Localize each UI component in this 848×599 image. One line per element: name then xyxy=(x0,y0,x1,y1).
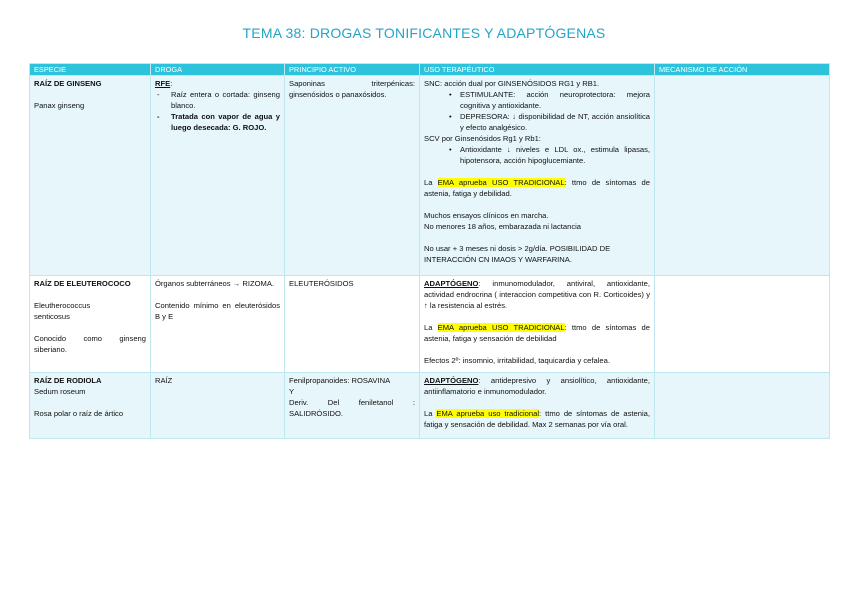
droga-text-2: Contenido mínimo en eleuterósidos B y E xyxy=(155,301,280,321)
cell-principio xyxy=(285,373,420,439)
cell-mecanismo xyxy=(655,276,830,373)
cell-mecanismo xyxy=(655,373,830,439)
droga-label: RFE xyxy=(155,79,171,88)
snc-text: SNC: acción dual por GINSENÓSIDOS RG1 y RB1. xyxy=(424,79,600,88)
list-item: • Antioxidante ↓ niveles e LDL ox., estimula lipasas, hipotensora, acción hipoglucemiante. xyxy=(424,144,650,166)
list-item: - Tratada con vapor de agua y luego desecada: G. ROJO. xyxy=(155,111,280,133)
cell-principio xyxy=(285,76,420,276)
no-usar-text: No usar + 3 meses ni dosis > 2g/día. POSIBILIDAD DE INTERACCIÓN CN IMAOS Y WARFARINA. xyxy=(424,244,611,264)
cell-mecanismo xyxy=(655,76,830,276)
table-row-rodiola xyxy=(30,373,830,439)
principio-text: ELEUTERÓSIDOS xyxy=(289,279,354,288)
species-name: RAÍZ DE RODIOLA xyxy=(34,376,102,385)
list-item: - Raíz entera o cortada: ginseng blanco. xyxy=(155,89,280,111)
droga-colon: : xyxy=(170,79,173,88)
ema-text xyxy=(424,177,650,199)
species-name: RAÍZ DE ELEUTEROCOCO xyxy=(34,279,131,288)
ema-prefix: La xyxy=(424,323,438,332)
cell-uso xyxy=(420,76,655,276)
ema-suffix: : ttmo de síntomas de astenia, fatiga y debilidad. xyxy=(424,178,650,198)
cell-uso xyxy=(420,373,655,439)
table-row-ginseng xyxy=(30,76,830,276)
drug-table xyxy=(29,63,830,439)
cell-especie xyxy=(30,373,151,439)
cell-especie xyxy=(30,76,151,276)
ema-text xyxy=(424,322,650,344)
cell-principio xyxy=(285,276,420,373)
list-item: • DEPRESORA: ↓ disponibilidad de NT, acción ansiolítica y efecto analgésico. xyxy=(424,111,650,133)
efectos-text: Efectos 2º: insomnio, irritabilidad, taquicardia y cefalea. xyxy=(424,356,610,365)
menores-text: No menores 18 años, embarazada ni lactancia xyxy=(424,222,582,231)
principio-text: Fenilpropanoides: ROSAVINA xyxy=(289,376,391,385)
ema-prefix: La xyxy=(424,409,437,418)
header-mecanismo: MECANISMO DE ACCIÓN xyxy=(655,64,830,76)
header-principio-activo: PRINCIPIO ACTIVO xyxy=(285,64,420,76)
species-latin: Panax ginseng xyxy=(34,101,85,110)
adaptogeno-desc: : inmunomodulador, antiviral, antioxidante, actividad endrocrina ( interaccion competitiva con R. Corticoides) y ↑ la resistencia al estrés. xyxy=(424,279,650,310)
header-droga: DROGA xyxy=(151,64,285,76)
adaptogeno-desc: : antidepresivo y ansiolítico, antioxidante, antiinflamatorio e inmunomodulador. xyxy=(424,376,650,396)
adaptogeno-text xyxy=(424,375,650,397)
cell-especie xyxy=(30,276,151,373)
ensayos-text: Muchos ensayos clínicos en marcha. xyxy=(424,211,549,220)
species-common: Conocido como ginseng siberiano. xyxy=(34,334,146,354)
adaptogeno-label: ADAPTÓGENO xyxy=(424,279,479,288)
page-title: TEMA 38: DROGAS TONIFICANTES Y ADAPTÓGENAS xyxy=(242,25,606,41)
principio-text: Saponinas triterpénicas: ginsenósidos o panaxósidos. xyxy=(289,79,415,99)
ema-highlight: EMA aprueba USO TRADICIONAL xyxy=(437,178,565,187)
list-item: • ESTIMULANTE: acción neuroprotectora: mejora cognitiva y antioxidante. xyxy=(424,89,650,111)
species-common: Rosa polar o raíz de ártico xyxy=(34,409,124,418)
ema-highlight: EMA aprueba USO TRADICIONAL xyxy=(437,323,565,332)
scv-list xyxy=(424,144,650,166)
adaptogeno-text xyxy=(424,278,650,311)
cell-uso xyxy=(420,276,655,373)
cell-droga xyxy=(151,276,285,373)
ema-highlight: EMA aprueba uso tradicional xyxy=(436,409,540,418)
species-name: RAÍZ DE GINSENG xyxy=(34,79,102,88)
snc-list xyxy=(424,89,650,133)
principio-text-2: Y xyxy=(289,387,295,396)
ema-suffix: : ttmo de síntomas de astenia, fatiga y sensación de debilidad xyxy=(424,323,650,343)
ema-prefix: La xyxy=(424,178,438,187)
droga-text: RAÍZ xyxy=(155,376,173,385)
scv-text: SCV por Ginsenósidos Rg1 y Rb1: xyxy=(424,134,541,143)
adaptogeno-label: ADAPTÓGENO xyxy=(424,376,479,385)
droga-list xyxy=(155,89,280,133)
ema-text xyxy=(424,408,650,430)
cell-droga xyxy=(151,76,285,276)
species-latin-2: senticosus xyxy=(34,312,70,321)
droga-text: Órganos subterráneos → RIZOMA. xyxy=(155,279,275,288)
header-especie: ESPECIE xyxy=(30,64,151,76)
species-latin: Eleutherococcus xyxy=(34,301,91,310)
cell-droga xyxy=(151,373,285,439)
table-row-eleuterococo xyxy=(30,276,830,373)
header-uso-terapeutico: USO TERAPÉUTICO xyxy=(420,64,655,76)
species-latin: Sedum roseum xyxy=(34,387,86,396)
table-header-row xyxy=(30,64,830,76)
ema-suffix: : ttmo de síntomas de astenia, fatiga y sensación de debilidad. Max 2 semanas por vía oral. xyxy=(424,409,651,429)
principio-text-3: Deriv. Del feniletanol : SALIDRÓSIDO. xyxy=(289,398,415,418)
